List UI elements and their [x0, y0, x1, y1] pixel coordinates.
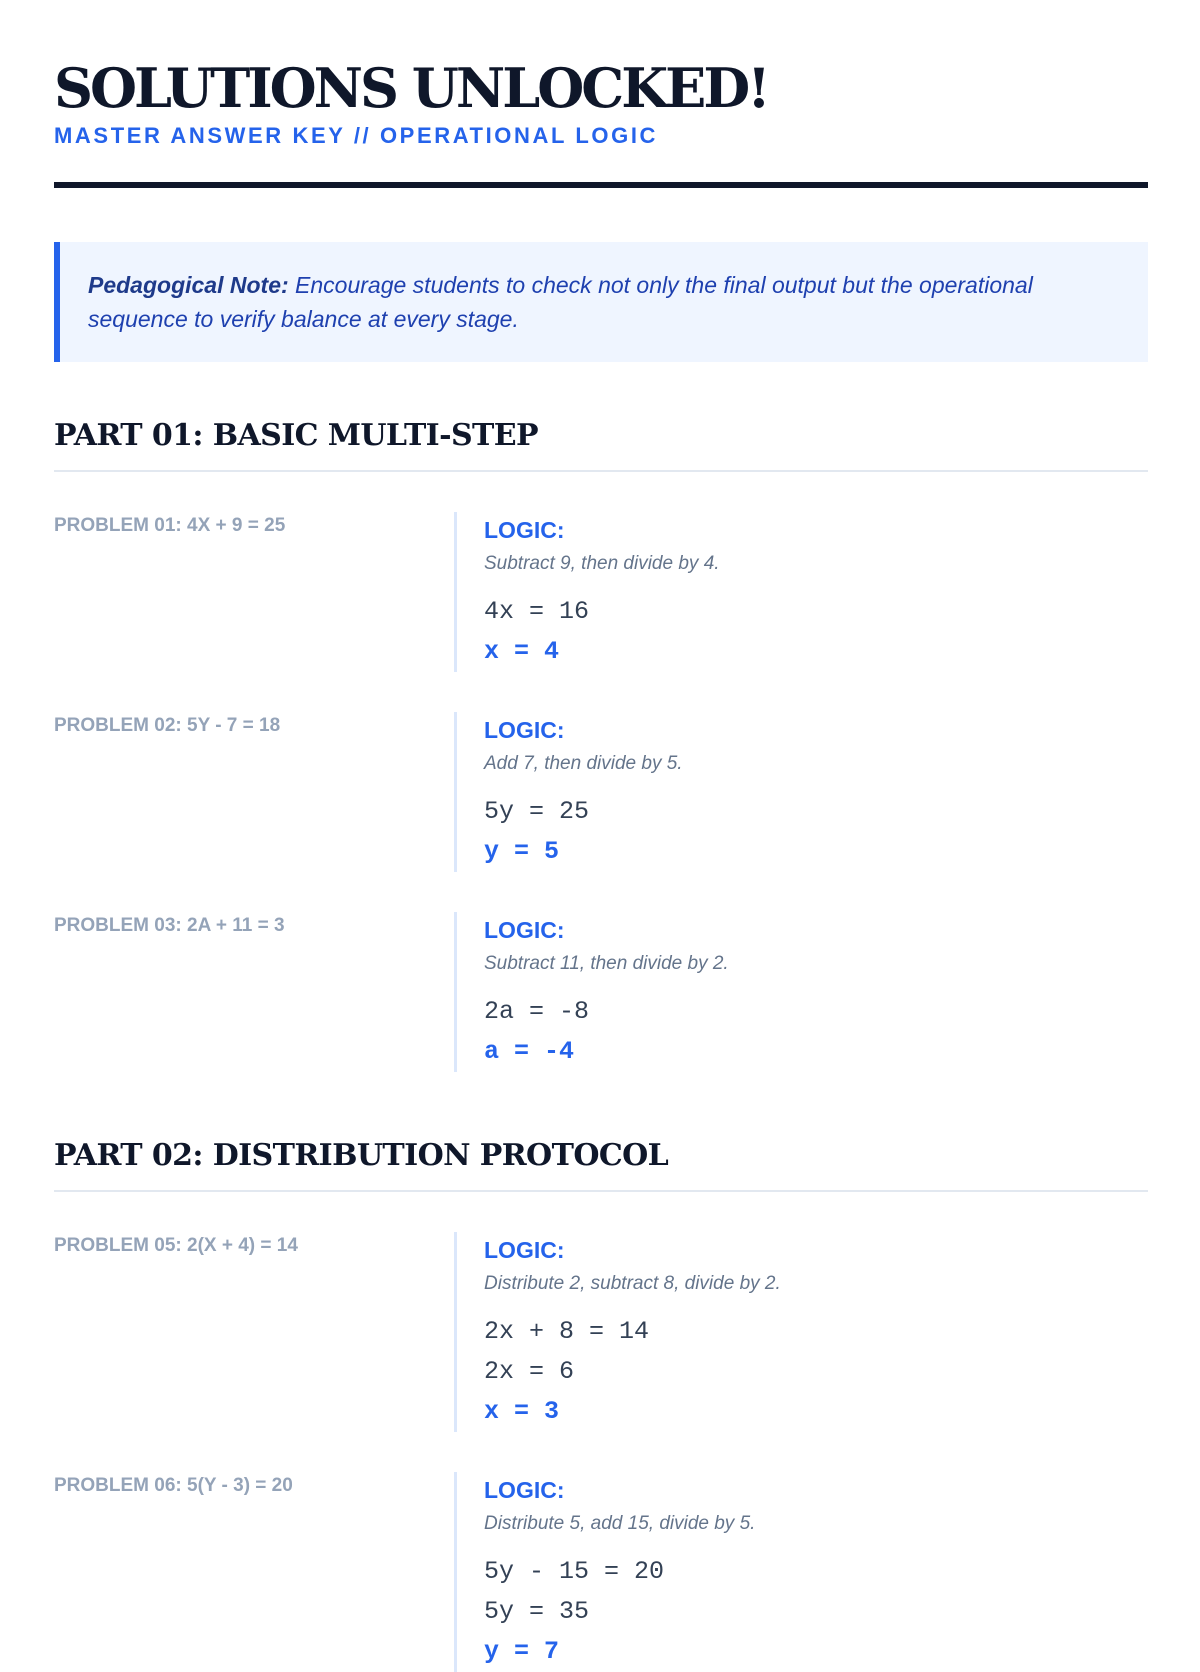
part-01-section: [54, 416, 1148, 1072]
problem-03: [54, 912, 1148, 1072]
problem-label: PROBLEM 05: 2(X + 4) = 14: [54, 1235, 298, 1256]
part-02-divider: [54, 1190, 1148, 1192]
part-01-title: PART 01: BASIC MULTI-STEP: [54, 418, 538, 453]
header-divider: [54, 182, 1148, 188]
final-answer: x = 3: [484, 1397, 560, 1426]
problem-05: [54, 1232, 1148, 1432]
problem-label: PROBLEM 06: 5(Y - 3) = 20: [54, 1475, 293, 1496]
part-02-title: PART 02: DISTRIBUTION PROTOCOL: [54, 1138, 669, 1173]
logic-label: LOGIC:: [484, 717, 565, 743]
solution-step: 5y = 35: [484, 1597, 590, 1626]
solution-block: [454, 1232, 1148, 1432]
problem-label: PROBLEM 02: 5Y - 7 = 18: [54, 715, 281, 736]
solution-steps: [484, 992, 1148, 1072]
logic-text: Distribute 2, subtract 8, divide by 2.: [484, 1273, 781, 1294]
page-title: SOLUTIONS UNLOCKED!: [54, 56, 768, 120]
note-label: Pedagogical Note:: [88, 272, 289, 298]
solution-steps: [484, 792, 1148, 872]
part-01-divider: [54, 470, 1148, 472]
solution-block: [454, 912, 1148, 1072]
solution-step: 2a = -8: [484, 997, 590, 1026]
logic-label: LOGIC:: [484, 1237, 565, 1263]
problem-06: [54, 1472, 1148, 1672]
problem-label: PROBLEM 03: 2A + 11 = 3: [54, 915, 285, 936]
final-answer: a = -4: [484, 1037, 575, 1066]
final-answer: y = 7: [484, 1637, 560, 1666]
page-header: [54, 0, 1148, 188]
solution-steps: [484, 1552, 1148, 1672]
logic-text: Subtract 11, then divide by 2.: [484, 953, 729, 974]
problem-label: PROBLEM 01: 4X + 9 = 25: [54, 515, 286, 536]
page-subtitle: MASTER ANSWER KEY // OPERATIONAL LOGIC: [54, 123, 659, 148]
logic-label: LOGIC:: [484, 1477, 565, 1503]
problem-01: [54, 512, 1148, 672]
solution-steps: [484, 1312, 1148, 1432]
solution-block: [454, 1472, 1148, 1672]
logic-text: Subtract 9, then divide by 4.: [484, 553, 720, 574]
solution-step: 2x + 8 = 14: [484, 1317, 650, 1346]
solution-block: [454, 712, 1148, 872]
solution-step: 4x = 16: [484, 597, 590, 626]
note-text: Encourage students to check not only the final output but the operational sequence to verify balance at every stage.: [88, 272, 1033, 332]
pedagogical-note: [54, 242, 1148, 362]
solution-block: [454, 512, 1148, 672]
part-01-problems: [54, 512, 1148, 1072]
final-answer: x = 4: [484, 637, 560, 666]
answer-key-page: [54, 0, 1148, 1666]
logic-text: Add 7, then divide by 5.: [484, 753, 683, 774]
logic-text: Distribute 5, add 15, divide by 5.: [484, 1513, 756, 1534]
solution-step: 2x = 6: [484, 1357, 575, 1386]
solution-steps: [484, 592, 1148, 672]
part-02-problems: [54, 1232, 1148, 1672]
final-answer: y = 5: [484, 837, 560, 866]
part-02-section: [54, 1136, 1148, 1672]
solution-step: 5y = 25: [484, 797, 590, 826]
logic-label: LOGIC:: [484, 517, 565, 543]
solution-step: 5y - 15 = 20: [484, 1557, 665, 1586]
problem-02: [54, 712, 1148, 872]
logic-label: LOGIC:: [484, 917, 565, 943]
